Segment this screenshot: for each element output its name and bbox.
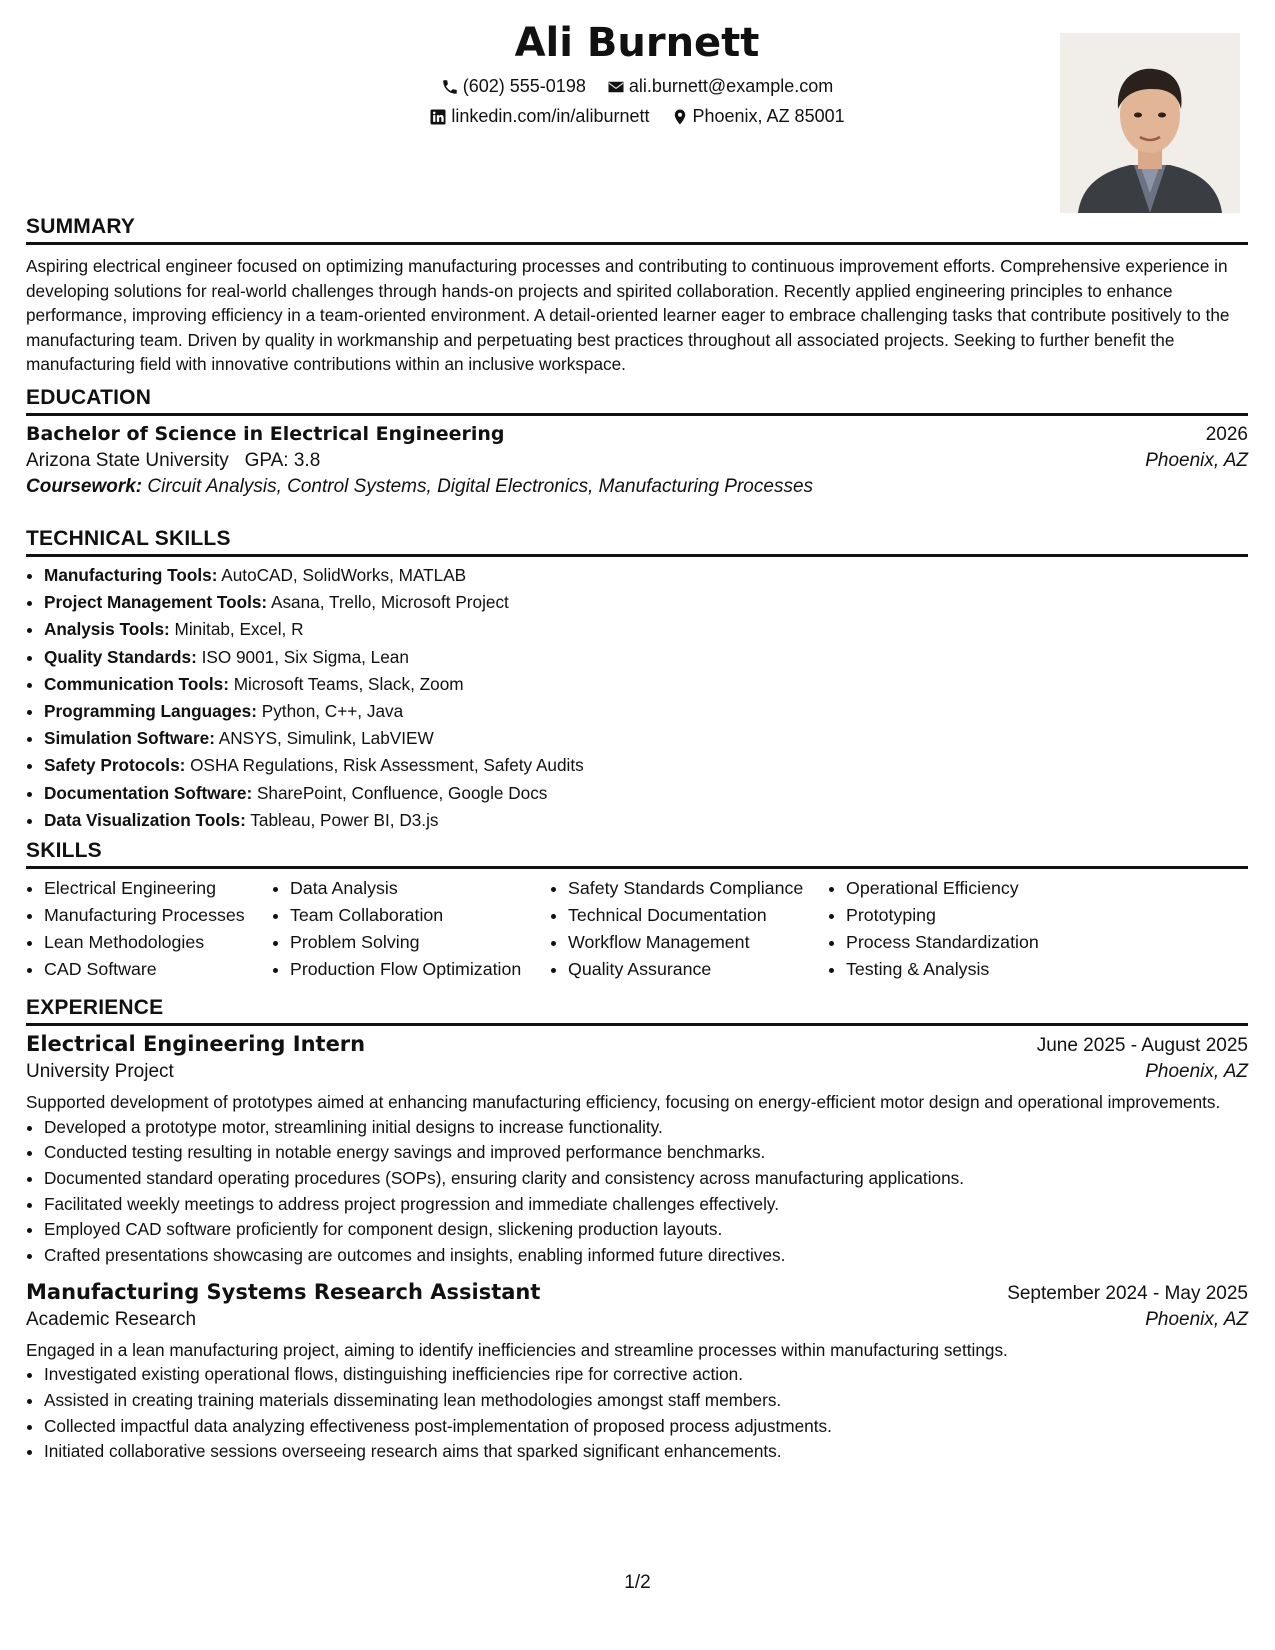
skills-column	[550, 875, 828, 983]
technical-skill-item	[44, 671, 1248, 698]
job-subheader	[26, 1309, 1248, 1331]
linkedin-contact[interactable]	[429, 106, 649, 127]
technical-skill-value: Minitab, Excel, R	[174, 619, 304, 640]
degree-name: Bachelor of Science in Electrical Engineering	[26, 423, 505, 445]
technical-skill-item	[44, 807, 1248, 834]
technical-skill-label: Project Management Tools:	[44, 592, 268, 613]
technical-skill-label: Communication Tools:	[44, 673, 229, 694]
technical-skill-label: Simulation Software:	[44, 728, 215, 749]
section-title-skills: SKILLS	[26, 839, 1248, 869]
technical-skill-label: Documentation Software:	[44, 782, 253, 803]
job-organization: University Project	[26, 1061, 174, 1082]
technical-skill-item	[44, 725, 1248, 752]
skill-item: • Prototyping	[846, 902, 1128, 929]
technical-skill-item	[44, 780, 1248, 807]
skill-item: • Electrical Engineering	[44, 875, 272, 902]
technical-skill-value: SharePoint, Confluence, Google Docs	[256, 782, 548, 803]
job-bullet: • Initiated collaborative sessions overseeing research aims that sparked significant enhancements.	[44, 1439, 1248, 1465]
job-bullet: • Documented standard operating procedures (SOPs), ensuring clarity and consistency across manufacturing applications.	[44, 1166, 1248, 1192]
skill-item: • Lean Methodologies	[44, 929, 272, 956]
phone-text: (602) 555-0198	[462, 76, 586, 96]
map-pin-icon	[671, 108, 689, 126]
job-summary: Supported development of prototypes aimed at enhancing manufacturing efficiency, focusing on energy-efficient motor design and operational improvements.	[26, 1092, 1221, 1112]
education-section	[26, 386, 1248, 498]
location-contact	[671, 106, 845, 127]
job-organization: Academic Research	[26, 1308, 197, 1330]
job-bullet: • Employed CAD software proficiently for component design, slickening production layouts.	[44, 1217, 1248, 1243]
technical-skill-label: Manufacturing Tools:	[44, 565, 218, 585]
job-bullet: • Facilitated weekly meetings to address project progression and immediate challenges effectively.	[44, 1192, 1248, 1218]
skill-item: • Technical Documentation	[568, 902, 828, 929]
technical-skill-item	[44, 698, 1248, 725]
gpa: GPA: 3.8	[244, 450, 321, 471]
technical-skill-label: Safety Protocols:	[44, 755, 186, 776]
job-subheader	[26, 1061, 1248, 1083]
job-bullets	[26, 1362, 1248, 1465]
skill-item: • Team Collaboration	[290, 902, 550, 929]
technical-skill-value: OSHA Regulations, Risk Assessment, Safety Audits	[190, 755, 584, 776]
location-text: Phoenix, AZ 85001	[692, 106, 845, 126]
job-title: Electrical Engineering Intern	[26, 1032, 366, 1056]
technical-skill-item	[44, 589, 1248, 616]
technical-skill-value: Asana, Trello, Microsoft Project	[270, 592, 509, 613]
technical-skill-value: Python, C++, Java	[261, 701, 404, 722]
experience-entry	[26, 1280, 1248, 1465]
education-row-1	[26, 423, 1248, 446]
phone-icon	[441, 78, 459, 96]
candidate-name: Ali Burnett	[514, 20, 760, 66]
education-row-2	[26, 450, 1248, 472]
experience-list	[26, 1032, 1248, 1465]
job-title: Manufacturing Systems Research Assistant	[26, 1279, 541, 1304]
skills-section	[26, 839, 1248, 983]
coursework-label: Coursework:	[26, 476, 143, 497]
skills-grid	[26, 875, 1248, 983]
job-bullet: • Developed a prototype motor, streamlining initial designs to increase functionality.	[44, 1115, 1248, 1141]
technical-skill-label: Data Visualization Tools:	[44, 809, 246, 830]
job-bullet: • Crafted presentations showcasing are outcomes and insights, enabling informed future directives.	[44, 1243, 1248, 1269]
job-bullet: • Assisted in creating training materials disseminating lean methodologies amongst staff members.	[44, 1388, 1248, 1414]
profile-photo	[1060, 33, 1240, 213]
technical-skill-value: AutoCAD, SolidWorks, MATLAB	[221, 565, 467, 585]
technical-skill-value: ISO 9001, Six Sigma, Lean	[201, 646, 409, 667]
section-title-summary: SUMMARY	[26, 215, 1248, 245]
summary-text: Aspiring electrical engineer focused on optimizing manufacturing processes and contributing to continuous improvement efforts. Comprehensive experience in developing solutions for real-world challenges through hands-on projects and spirited collaboration. Recently applied engineering principles to enhance performance, improving efficiency in a team-oriented environment. A detail-oriented learner eager to embrace challenging tasks that contribute positively to the manufacturing team. Driven by quality in workmanship and perpetuating best practices throughout all associated projects. Seeking to further benefit the manufacturing field with innovative contributions within an inclusive workspace.	[26, 256, 1230, 374]
skill-item: • Quality Assurance	[568, 956, 828, 983]
skills-column	[26, 875, 272, 983]
coursework	[26, 476, 1248, 498]
job-location: Phoenix, AZ	[1145, 1061, 1248, 1082]
job-dates: June 2025 - August 2025	[1036, 1035, 1248, 1056]
skill-item: • Testing & Analysis	[846, 956, 1128, 983]
experience-section	[26, 996, 1248, 1465]
skill-item: • Manufacturing Processes	[44, 902, 272, 929]
job-bullet: • Conducted testing resulting in notable energy savings and improved performance benchmarks.	[44, 1140, 1248, 1166]
technical-skill-item	[44, 752, 1248, 779]
job-bullets	[26, 1115, 1248, 1269]
section-title-technical-skills: TECHNICAL SKILLS	[26, 527, 1248, 557]
skill-item: • Process Standardization	[846, 929, 1128, 956]
linkedin-icon	[429, 108, 447, 126]
school-location: Phoenix, AZ	[1145, 450, 1248, 471]
job-header	[26, 1280, 1248, 1305]
technical-skill-value: Microsoft Teams, Slack, Zoom	[233, 673, 464, 694]
skill-item: • Workflow Management	[568, 929, 828, 956]
person-portrait-icon	[1060, 33, 1240, 213]
section-title-education: EDUCATION	[26, 386, 1248, 416]
skills-column	[828, 875, 1128, 983]
school-info	[26, 450, 320, 472]
skill-item: • Safety Standards Compliance	[568, 875, 828, 902]
resume-page	[26, 0, 1248, 1650]
experience-entry	[26, 1032, 1248, 1269]
technical-skills-section	[26, 527, 1248, 834]
summary-section	[26, 215, 1248, 377]
technical-skill-label: Analysis Tools:	[44, 619, 170, 640]
coursework-list: Circuit Analysis, Control Systems, Digital Electronics, Manufacturing Processes	[147, 476, 814, 497]
skill-item: • CAD Software	[44, 956, 272, 983]
technical-skill-item	[44, 616, 1248, 643]
skill-item: • Production Flow Optimization	[290, 956, 550, 983]
technical-skill-value: ANSYS, Simulink, LabVIEW	[218, 728, 434, 749]
technical-skill-label: Quality Standards:	[44, 646, 197, 667]
email-contact[interactable]	[607, 76, 833, 97]
job-dates: September 2024 - May 2025	[1007, 1282, 1248, 1304]
technical-skill-label: Programming Languages:	[44, 701, 257, 722]
job-header	[26, 1032, 1248, 1057]
technical-skill-item	[44, 562, 1248, 589]
job-bullet: • Collected impactful data analyzing effectiveness post-implementation of proposed process adjustments.	[44, 1414, 1248, 1440]
email-text: ali.burnett@example.com	[628, 76, 834, 96]
section-title-experience: EXPERIENCE	[26, 996, 1248, 1026]
skills-column	[272, 875, 550, 983]
linkedin-text: linkedin.com/in/aliburnett	[451, 106, 650, 126]
school-name: Arizona State University	[26, 450, 229, 471]
page-number: 1/2	[624, 1572, 651, 1593]
technical-skill-value: Tableau, Power BI, D3.js	[250, 809, 439, 830]
skill-item: • Operational Efficiency	[846, 875, 1128, 902]
skill-item: • Problem Solving	[290, 929, 550, 956]
envelope-icon	[607, 78, 625, 96]
technical-skill-item	[44, 644, 1248, 671]
technical-skills-list	[26, 562, 1248, 834]
phone-contact	[441, 76, 586, 97]
job-summary: Engaged in a lean manufacturing project, aiming to identify inefficiencies and streamline processes within manufacturing settings.	[26, 1339, 1008, 1360]
job-bullet: • Investigated existing operational flows, distinguishing inefficiencies ripe for corrective action.	[44, 1362, 1248, 1388]
skill-item: • Data Analysis	[290, 875, 550, 902]
graduation-year: 2026	[1205, 424, 1248, 445]
job-location: Phoenix, AZ	[1145, 1308, 1248, 1330]
